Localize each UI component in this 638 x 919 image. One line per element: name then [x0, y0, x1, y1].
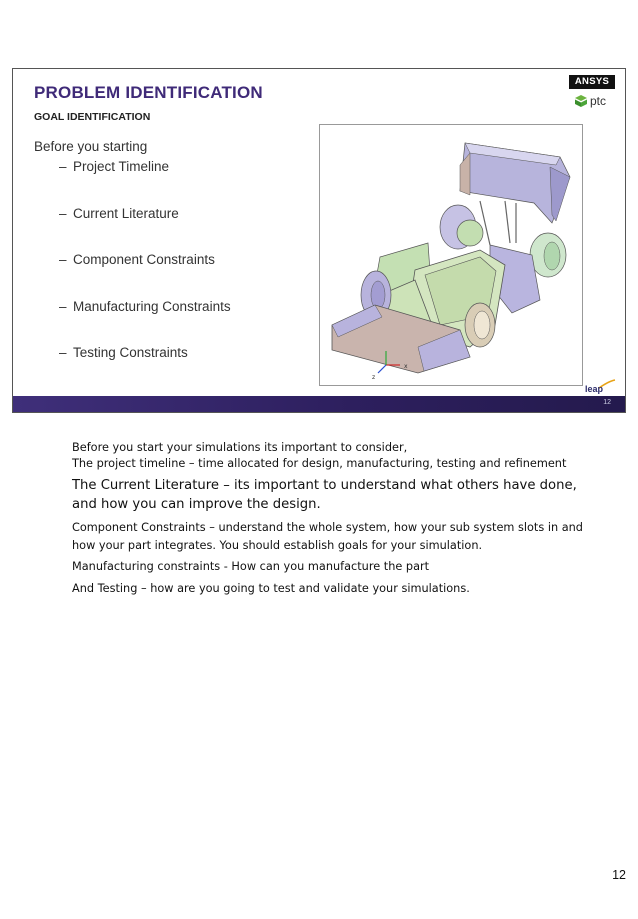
- ptc-icon: [575, 95, 587, 107]
- bullet-item: – Manufacturing Constraints: [59, 298, 231, 314]
- axis-label-x: x: [404, 363, 408, 370]
- page-number: 12: [612, 868, 626, 882]
- bullet-item: – Testing Constraints: [59, 345, 188, 360]
- leap-label: leap: [585, 384, 604, 394]
- footer-band: [13, 396, 626, 413]
- note-line: And Testing – how are you going to test and validate your simulations.: [72, 581, 470, 595]
- lead-text: Before you starting: [34, 139, 148, 154]
- slide: [12, 68, 626, 413]
- bullet-list: [59, 159, 231, 392]
- note-line: Before you start your simulations its important to consider,: [72, 441, 408, 454]
- formula-car-cad-image: [319, 124, 583, 386]
- axis-label-z: z: [372, 374, 376, 381]
- ptc-logo: [575, 93, 606, 109]
- note-line: The project timeline – time allocated for design, manufacturing, testing and refinement: [72, 457, 567, 470]
- ptc-label: ptc: [590, 94, 607, 108]
- speaker-notes: [72, 440, 592, 597]
- slide-title: PROBLEM IDENTIFICATION: [34, 83, 263, 102]
- note-line: Component Constraints – understand the whole system, how your sub system slots in and how your part integrates. You should establish goals for your simulation.: [72, 521, 583, 552]
- bullet-item: – Current Literature: [59, 205, 179, 221]
- bullet-item: – Project Timeline: [59, 159, 170, 174]
- slide-number: 12: [603, 399, 611, 406]
- note-line: Manufacturing constraints - How can you manufacture the part: [72, 560, 430, 573]
- slide-subtitle: GOAL IDENTIFICATION: [34, 111, 151, 123]
- ansys-logo: ANSYS: [569, 75, 615, 89]
- bullet-item: – Component Constraints: [59, 252, 215, 267]
- leap-logo: [585, 376, 621, 396]
- note-line: The Current Literature – its important to understand what others have done, and how you can improve the design.: [72, 478, 577, 512]
